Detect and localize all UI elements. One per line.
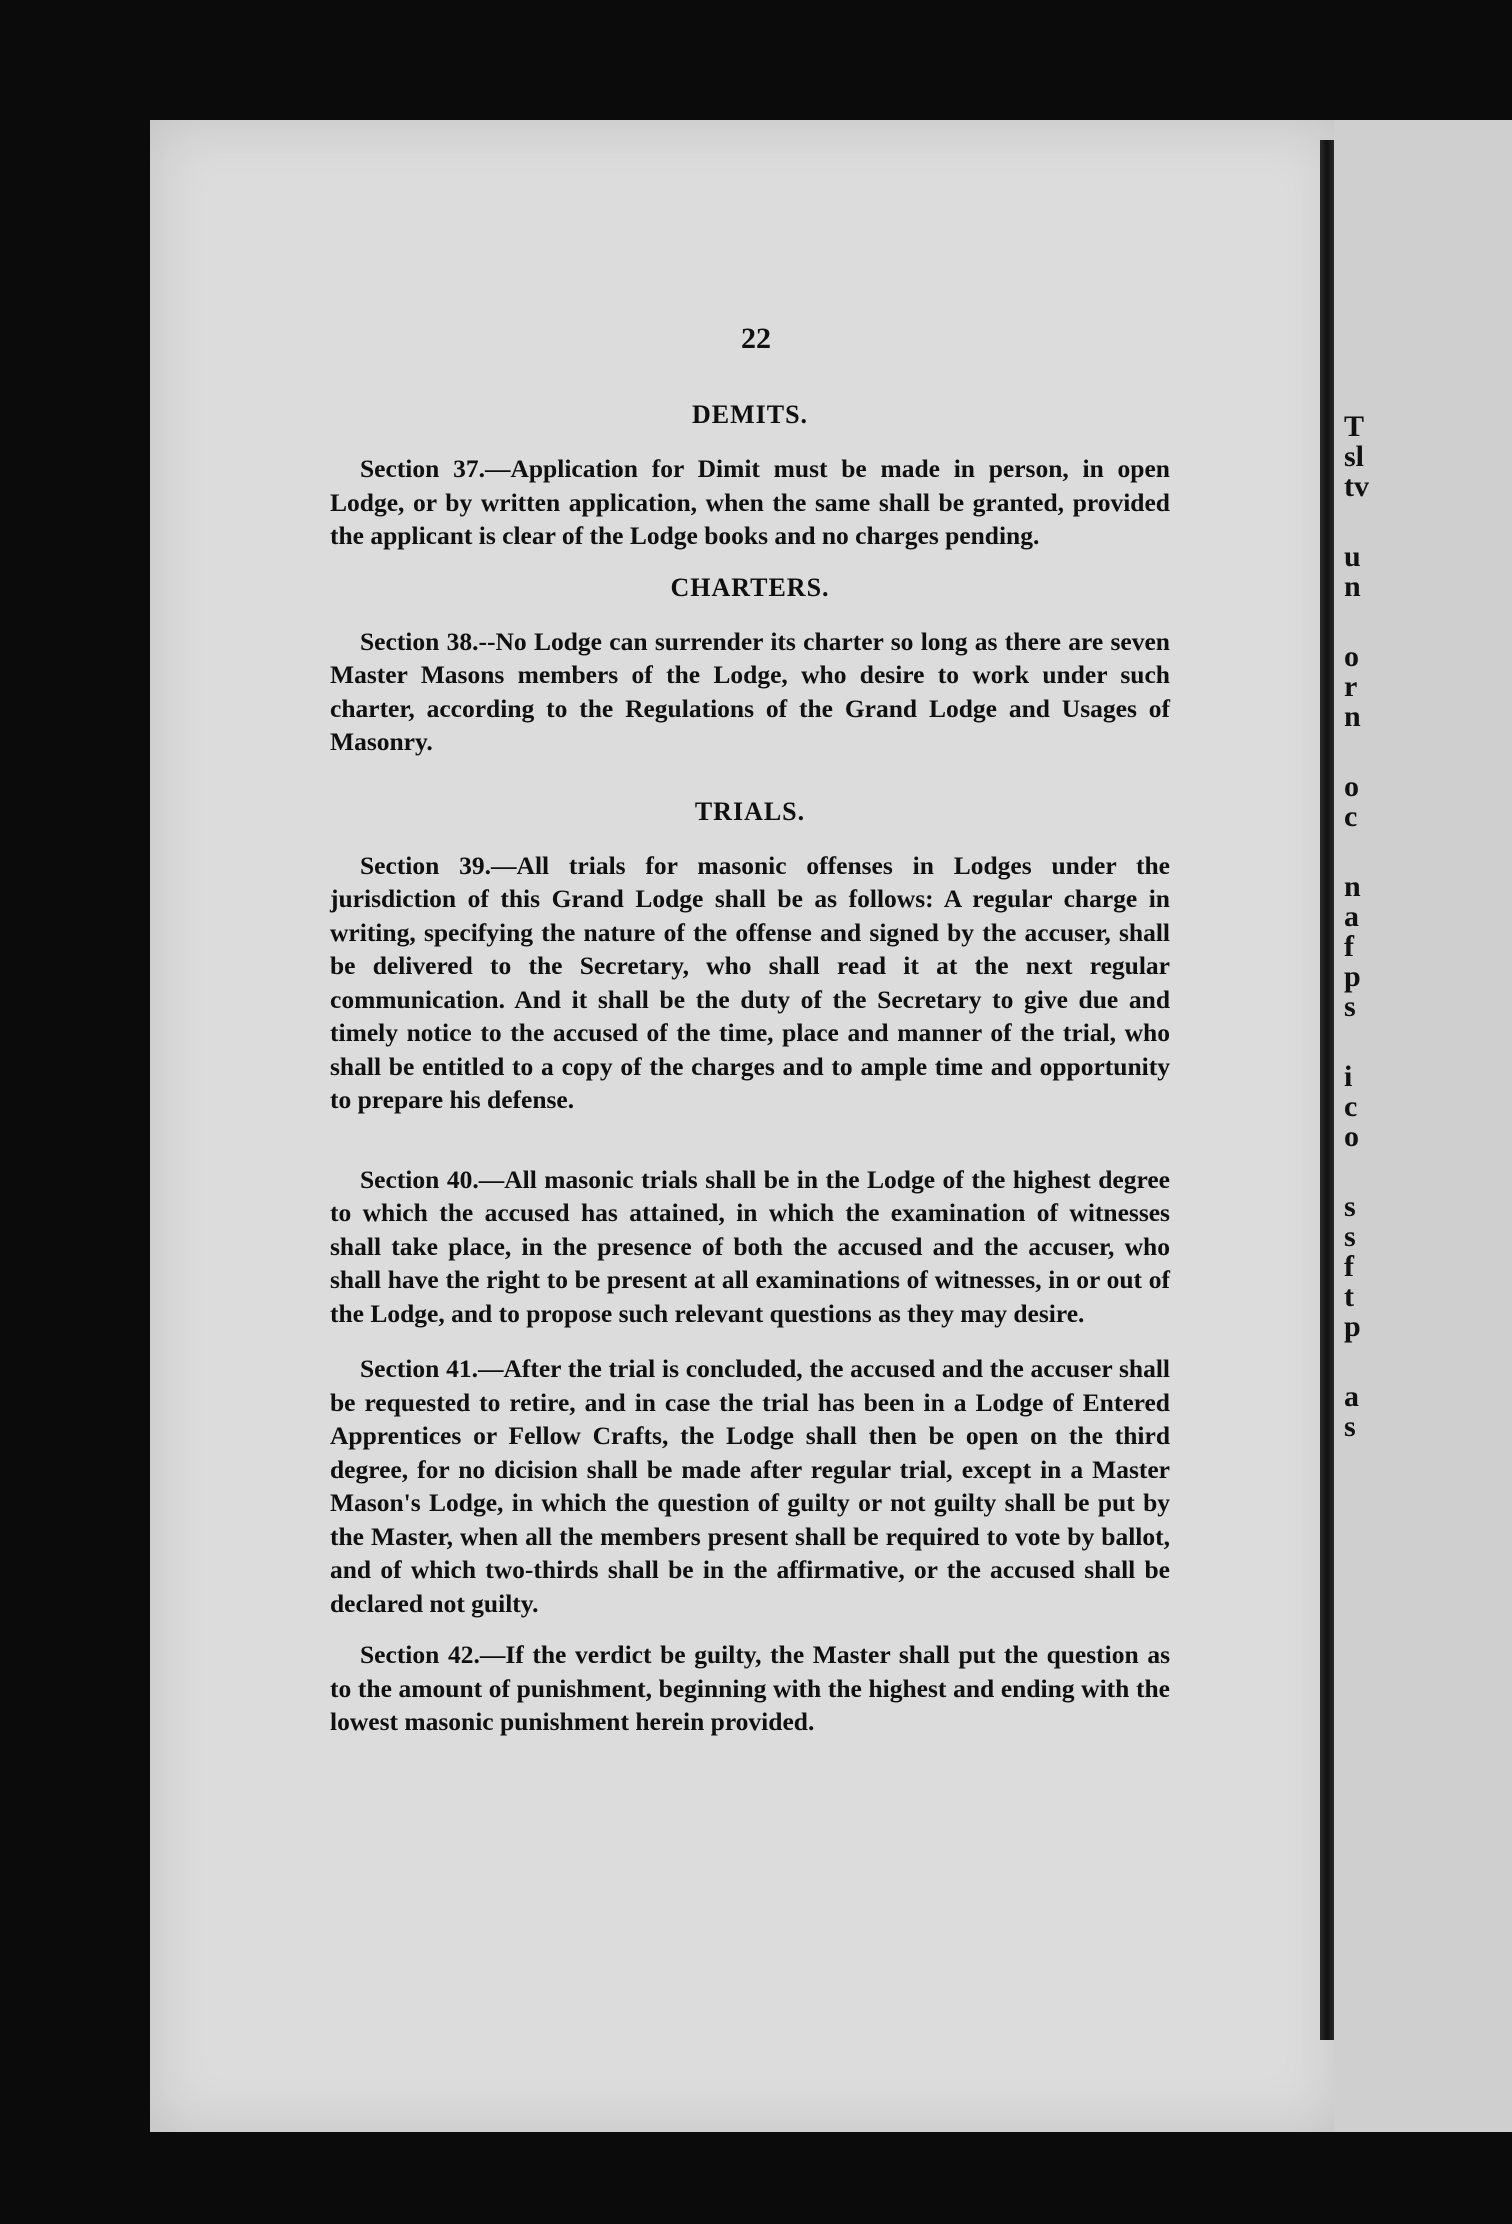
section-39-paragraph: Section 39.—All trials for masonic offenses in Lodges under the jurisdiction of this Grand Lodge shall be as follows: A regular charge in writing, specifying the nature of the offense and signed by the accuser, shall be delivered to the Secretary, who shall read it at the next regular communication. And it shall be the duty of the Secretary to give due and timely notice to the accused of the time, place and manner of the trial, who shall be entitled to a copy of the charges and to ample time and opportunity to prepare his defense. <box>330 850 1170 1114</box>
facing-page-fragment: s <box>1344 990 1356 1023</box>
facing-page-fragment: i <box>1344 1060 1353 1093</box>
facing-page-fragment: a <box>1344 1380 1359 1413</box>
facing-page-fragment: a <box>1344 900 1359 933</box>
facing-page-fragment: f <box>1344 930 1354 963</box>
facing-page-fragment: n <box>1344 870 1361 903</box>
facing-page-fragment: t <box>1344 1280 1354 1313</box>
facing-page-fragment: n <box>1344 700 1361 733</box>
section-heading-trials: TRIALS. <box>694 796 806 826</box>
facing-page-fragment: c <box>1344 800 1358 833</box>
section-41-paragraph: Section 41.—After the trial is concluded, the accused and the accuser shall be requested to retire, and in case the trial has been in a Lodge of Entered Apprentices or Fellow Crafts, the Lodge shall then be open on the third degree, for no dicision shall be made after regular trial, except in a Master Mason's Lodge, in which the question of guilty or not guilty shall be put by the Master, when all the members present shall be required to vote by ballot, and of which two-thirds shall be in the affirmative, or the accused shall be declared not guilty. <box>330 1354 1170 1618</box>
facing-page-fragment: s <box>1344 1220 1356 1253</box>
facing-page-fragment: p <box>1344 1310 1361 1343</box>
facing-page-fragment: s <box>1344 1410 1356 1443</box>
book-gutter <box>1320 140 1334 2040</box>
facing-page-fragment: o <box>1344 770 1359 803</box>
facing-page-fragment: T <box>1344 410 1365 443</box>
facing-page-fragment: u <box>1344 540 1361 573</box>
book-page-right-partial <box>1334 120 1512 2132</box>
page-number: 22 <box>741 322 771 355</box>
section-heading-charters: CHARTERS. <box>670 572 830 602</box>
section-42-paragraph: Section 42.—If the verdict be guilty, the Master shall put the question as to the amount of punishment, beginning with the highest and ending with the lowest masonic punishment herein provided. <box>330 1640 1170 1736</box>
facing-page-fragment: f <box>1344 1250 1354 1283</box>
facing-page-fragment: sl <box>1344 440 1365 473</box>
facing-page-fragment: o <box>1344 640 1359 673</box>
section-40-paragraph: Section 40.—All masonic trials shall be in the Lodge of the highest degree to which the accused has attained, in which the examination of witnesses shall take place, in the presence of both the accused and the accuser, who shall have the right to be present at all examinations of witnesses, in or out of the Lodge, and to propose such relevant questions as they may desire. <box>330 1164 1170 1328</box>
page-body <box>330 390 1170 1739</box>
section-37-paragraph: Section 37.—Application for Dimit must be made in person, in open Lodge, or by written application, when the same shall be granted, provided the applicant is clear of the Lodge books and no charges pending. <box>330 454 1170 550</box>
facing-page-fragment: s <box>1344 1190 1356 1223</box>
facing-page-fragment: n <box>1344 570 1361 603</box>
section-heading-demits: DEMITS. <box>691 400 809 429</box>
facing-page-fragment: r <box>1344 670 1358 703</box>
section-38-paragraph: Section 38.--No Lodge can surrender its charter so long as there are seven Master Masons members of the Lodge, who desire to work under such charter, according to the Regulations of the Grand Lodge and Usages of Masonry. <box>330 626 1170 756</box>
facing-page-fragment: p <box>1344 960 1361 993</box>
facing-page-fragment: tv <box>1344 470 1369 503</box>
facing-page-fragment: c <box>1344 1090 1358 1123</box>
facing-page-fragment: o <box>1344 1120 1359 1153</box>
